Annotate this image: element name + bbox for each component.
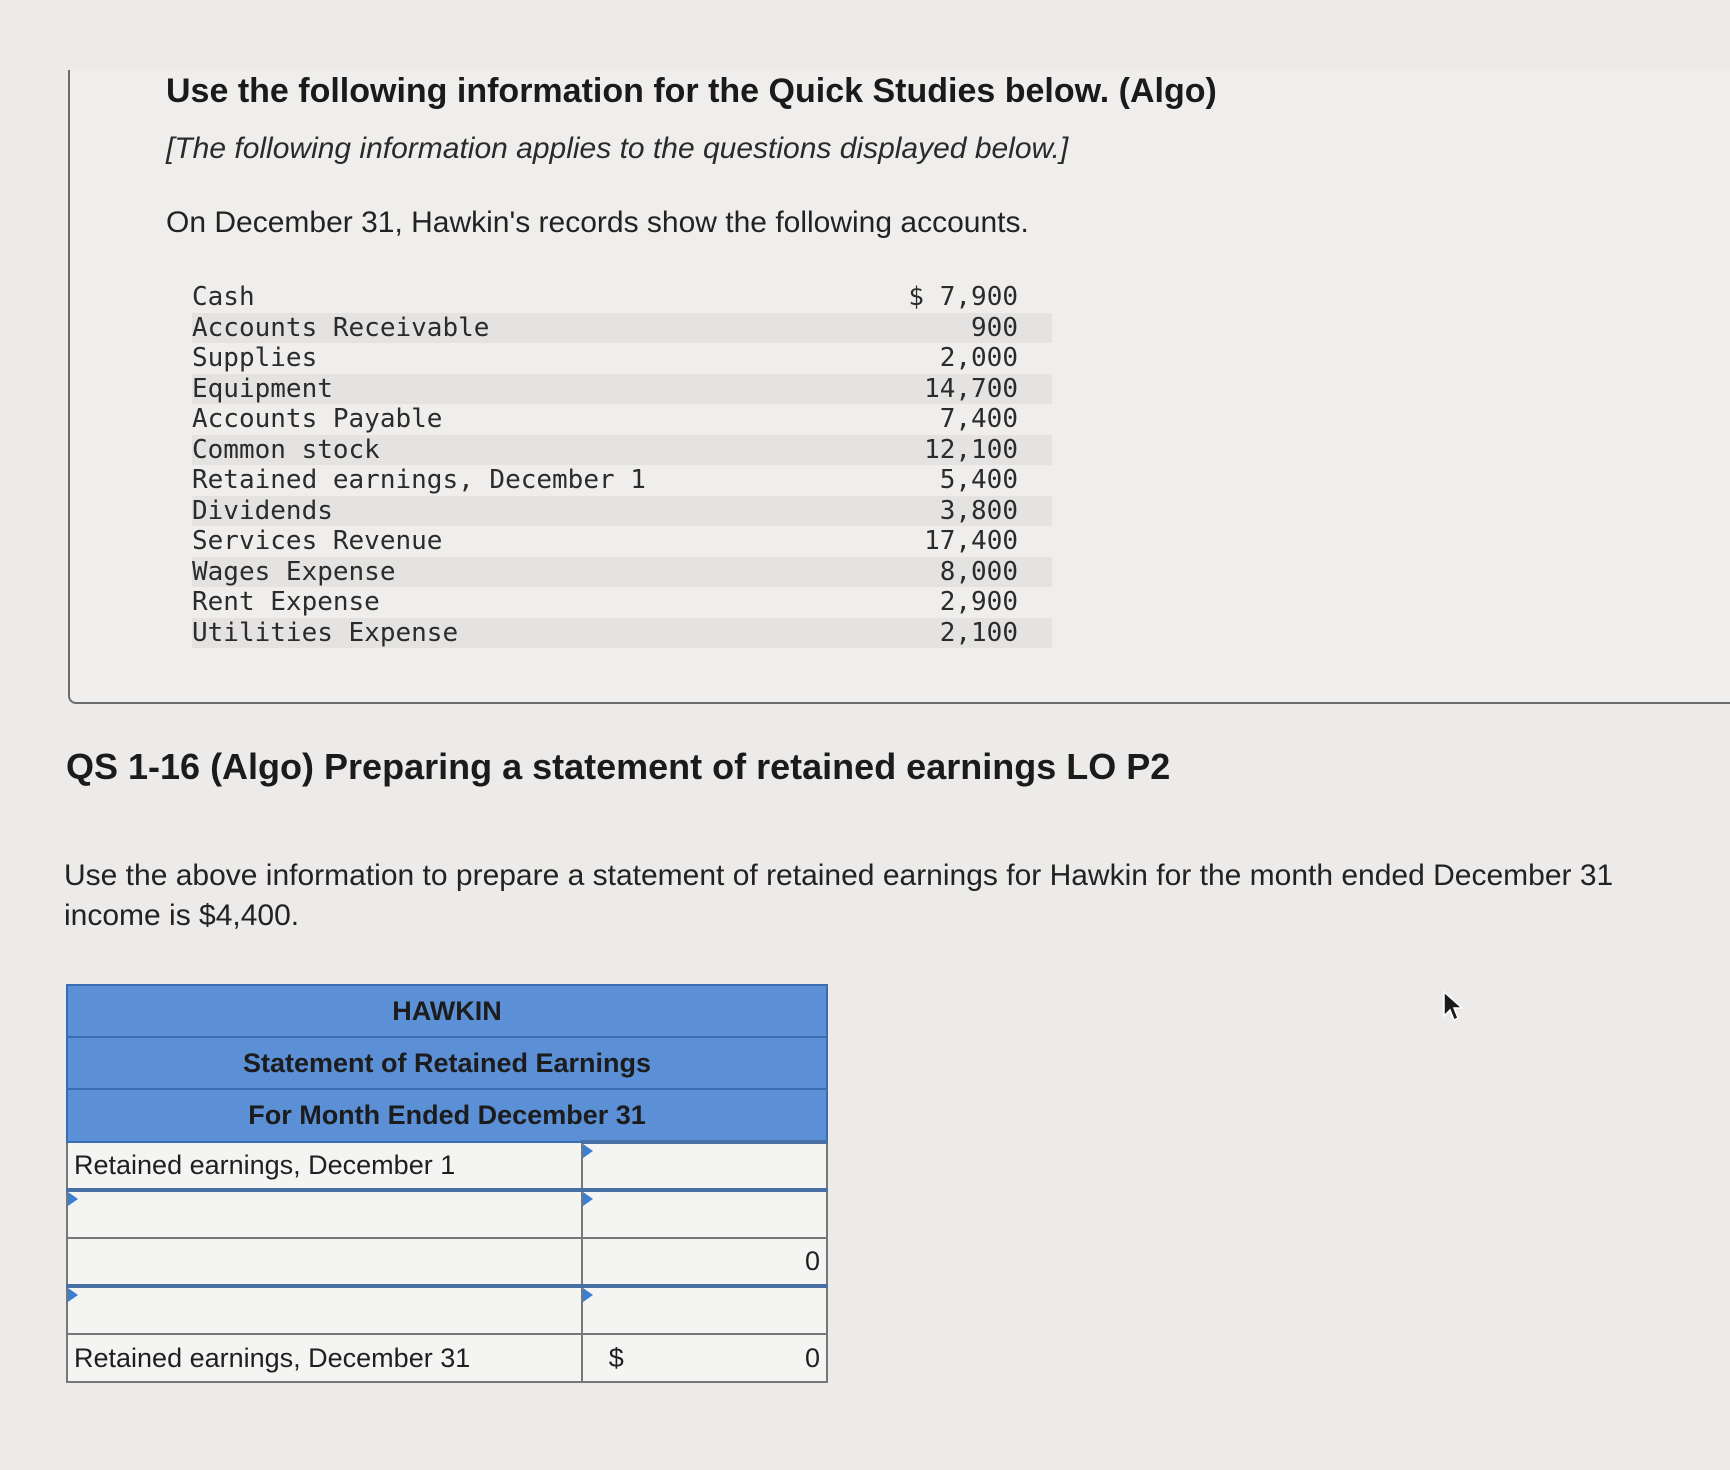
subtotal-label [67,1238,582,1286]
account-amount: 900 [971,312,1018,343]
statement-row-subtotal [67,1238,827,1286]
statement-period: For Month Ended December 31 [67,1089,827,1142]
beginning-label: Retained earnings, December 1 [67,1142,582,1190]
account-name: Rent Expense [192,587,380,618]
account-name: Equipment [192,373,333,404]
question-prompt-line2: income is $4,400. [64,899,300,932]
info-intro: On December 31, Hawkin's records show the following accounts. [166,206,1029,239]
account-row [192,618,1052,649]
mouse-cursor-icon [1442,990,1464,1022]
subtotal-amount: 0 [582,1238,827,1286]
statement-row-ending [67,1334,827,1382]
account-name: Wages Expense [192,556,396,587]
account-amount: 8,000 [939,556,1018,587]
statement-header-row [67,1037,827,1089]
account-name: Cash [192,282,255,313]
account-name: Services Revenue [192,526,443,557]
question-prompt-line1: Use the above information to prepare a statement of retained earnings for Hawkin for the month ended December 31 [64,859,1614,892]
account-name: Common stock [192,434,380,465]
statement-company: HAWKIN [67,985,827,1037]
statement-row-2 [67,1190,827,1238]
account-name: Accounts Receivable [192,312,490,343]
account-name: Accounts Payable [192,404,443,435]
account-amount: 2,100 [939,617,1018,648]
account-row [192,496,1052,527]
account-amount: 14,700 [924,373,1018,404]
account-row [192,313,1052,344]
statement-row-4 [67,1286,827,1334]
row4-amount-input[interactable] [582,1286,827,1334]
account-amount: 5,400 [939,465,1018,496]
account-row [192,465,1052,496]
account-name: Retained earnings, December 1 [192,465,646,496]
account-amount: 3,800 [939,495,1018,526]
account-row [192,557,1052,588]
account-amount: 2,000 [939,343,1018,374]
row2-label-input[interactable] [67,1190,582,1238]
retained-earnings-statement [66,984,828,1383]
question-prompt [64,856,1724,936]
account-row [192,282,1052,313]
account-name: Utilities Expense [192,617,459,648]
account-name: Supplies [192,343,318,374]
statement-name: Statement of Retained Earnings [67,1037,827,1089]
account-row [192,526,1052,557]
ending-amount-cell [582,1334,827,1382]
account-row [192,343,1052,374]
account-amount: 2,900 [939,587,1018,618]
beginning-amount-input[interactable] [582,1142,827,1190]
question-title: QS 1-16 (Algo) Preparing a statement of retained earnings LO P2 [66,746,1171,787]
row4-label-input[interactable] [67,1286,582,1334]
account-amount: 17,400 [924,526,1018,557]
account-row [192,404,1052,435]
ending-currency: $ [608,1343,624,1373]
row2-amount-input[interactable] [582,1190,827,1238]
statement-header-row [67,1089,827,1142]
account-amount: 7,400 [939,404,1018,435]
account-amount: 12,100 [924,434,1018,465]
accounts-list [192,282,1052,648]
info-title: Use the following information for the Quick Studies below. (Algo) [166,72,1217,110]
account-row [192,435,1052,466]
account-row [192,374,1052,405]
info-subtitle: [The following information applies to the questions displayed below.] [166,132,1069,165]
account-amount: $ 7,900 [908,282,1018,313]
statement-header-row [67,985,827,1037]
account-name: Dividends [192,495,333,526]
ending-amount: 0 [804,1342,820,1373]
ending-label: Retained earnings, December 31 [67,1334,582,1382]
statement-row-beginning [67,1142,827,1190]
account-row [192,587,1052,618]
